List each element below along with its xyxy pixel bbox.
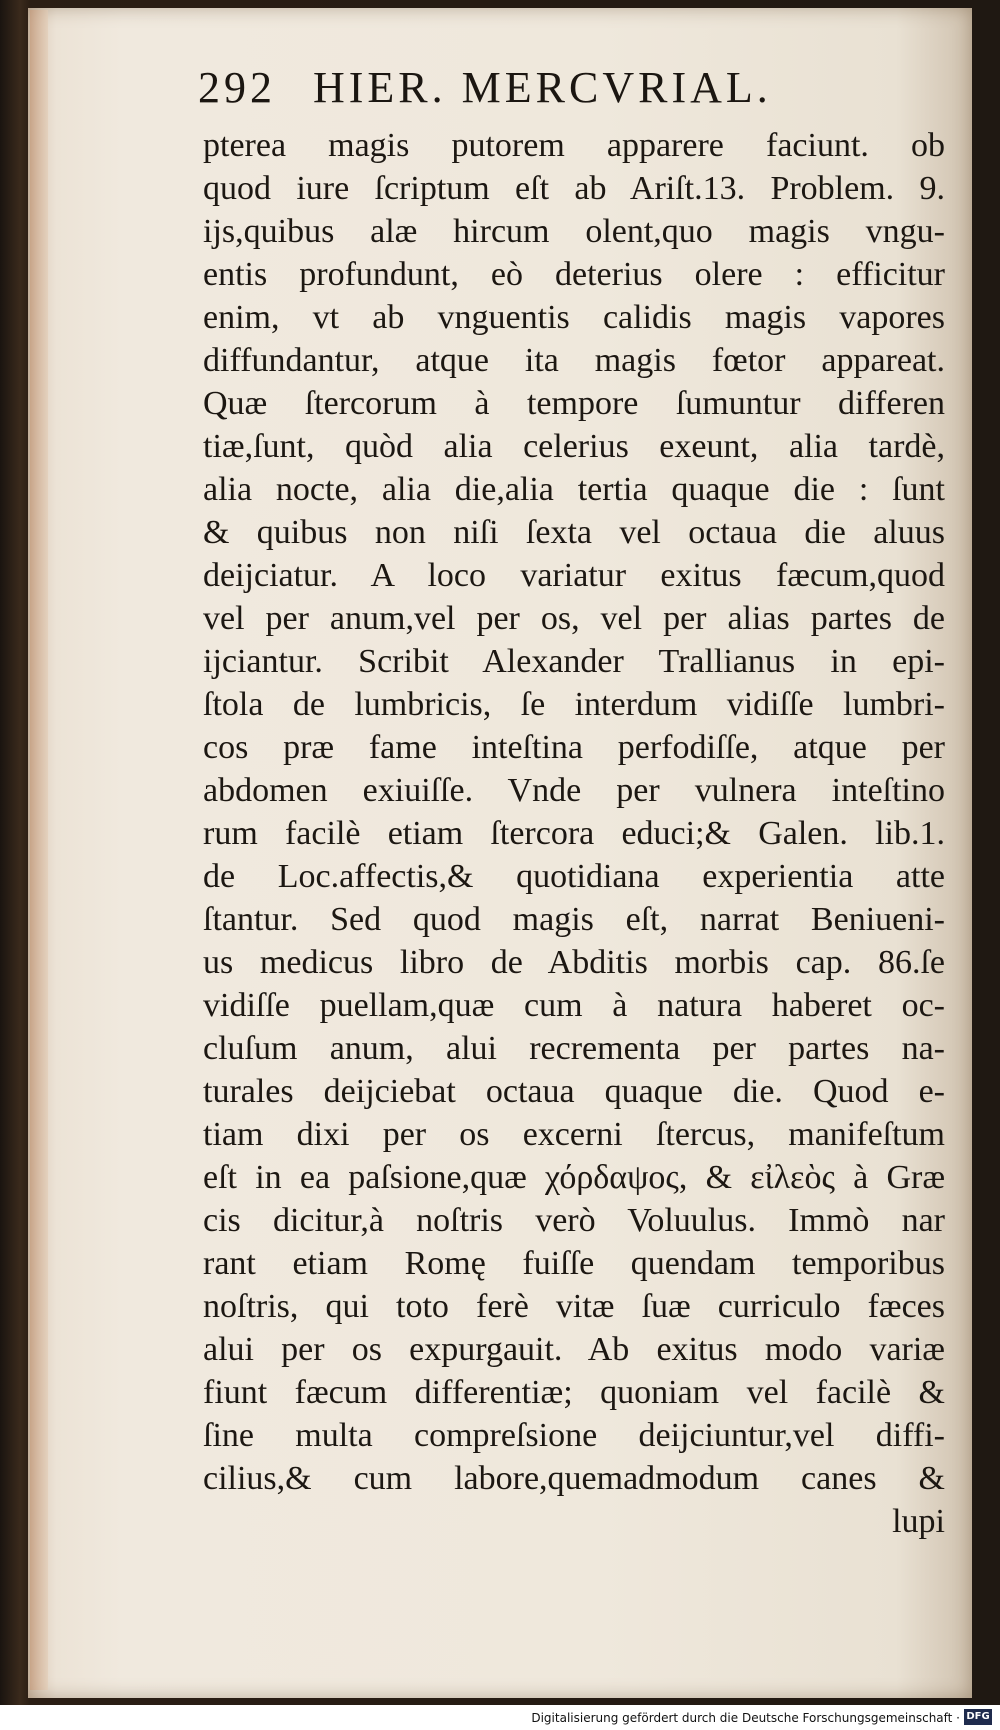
digitization-credit: Digitalisierung gefördert durch die Deutsche Forschungsgemeinschaft · (531, 1711, 960, 1725)
text-line: ijs,quibus alæ hircum olent,quo magis vngu- (203, 213, 945, 250)
text-line: vel per anum,vel per os, vel per alias partes de (203, 600, 945, 637)
text-line: ſtola de lumbricis, ſe interdum vidiſſe lumbri- (203, 686, 945, 723)
text-line: noſtris, qui toto ferè vitæ ſuæ curriculo fæces (203, 1288, 945, 1325)
text-line: eſt in ea paſsione,quæ χόρδαψος, & εἰλεὸς à Græ (203, 1159, 945, 1196)
page-edge (30, 10, 48, 1690)
text-line: cos præ fame inteſtina perfodiſſe, atque per (203, 729, 945, 766)
text-line: us medicus libro de Abditis morbis cap. 86.ſe (203, 944, 945, 981)
text-line: deijciatur. A loco variatur exitus fæcum,quod (203, 557, 945, 594)
text-line: cilius,& cum labore,quemadmodum canes & (203, 1460, 945, 1497)
text-line: ſine multa compreſsione deijciuntur,vel diffi- (203, 1417, 945, 1454)
text-line: entis profundunt, eò deterius olere : efficitur (203, 256, 945, 293)
text-line: rant etiam Romę fuiſſe quendam temporibus (203, 1245, 945, 1282)
text-line: de Loc.affectis,& quotidiana experientia atte (203, 858, 945, 895)
text-line: ijciantur. Scribit Alexander Trallianus in epi- (203, 643, 945, 680)
text-line: quod iure ſcriptum eſt ab Ariſt.13. Problem. 9. (203, 170, 945, 207)
text-line: abdomen exiuiſſe. Vnde per vulnera inteſtino (203, 772, 945, 809)
text-line: pterea magis putorem apparere faciunt. ob (203, 127, 945, 164)
running-header-title: HIER. MERCVRIAL. (313, 63, 772, 112)
text-line: ſtantur. Sed quod magis eſt, narrat Beniueni- (203, 901, 945, 938)
text-line: & quibus non niſi ſexta vel octaua die aluus (203, 514, 945, 551)
body-text (203, 124, 945, 1543)
text-line: cluſum anum, alui recrementa per partes na- (203, 1030, 945, 1067)
page-number: 292 (198, 63, 276, 112)
text-line: alui per os expurgauit. Ab exitus modo variæ (203, 1331, 945, 1368)
text-line: cis dicitur,à noſtris verò Voluulus. Immò nar (203, 1202, 945, 1239)
catchword: lupi (892, 1503, 945, 1540)
dfg-logo-icon: DFG (964, 1709, 992, 1725)
text-line: rum facilè etiam ſtercora educi;& Galen. lib.1. (203, 815, 945, 852)
text-line: vidiſſe puellam,quæ cum à natura haberet oc- (203, 987, 945, 1024)
text-line: Quæ ſtercorum à tempore ſumuntur differen (203, 385, 945, 422)
running-head (198, 62, 918, 122)
text-line: diffundantur, atque ita magis fœtor appareat. (203, 342, 945, 379)
text-line: enim, vt ab vnguentis calidis magis vapores (203, 299, 945, 336)
text-line: fiunt fæcum differentiæ; quoniam vel facilè & (203, 1374, 945, 1411)
text-line: turales deijciebat octaua quaque die. Quod e- (203, 1073, 945, 1110)
text-line: alia nocte, alia die,alia tertia quaque die : ſunt (203, 471, 945, 508)
text-line: tiæ,ſunt, quòd alia celerius exeunt, alia tardè, (203, 428, 945, 465)
text-line: tiam dixi per os excerni ſtercus, manifeſtum (203, 1116, 945, 1153)
